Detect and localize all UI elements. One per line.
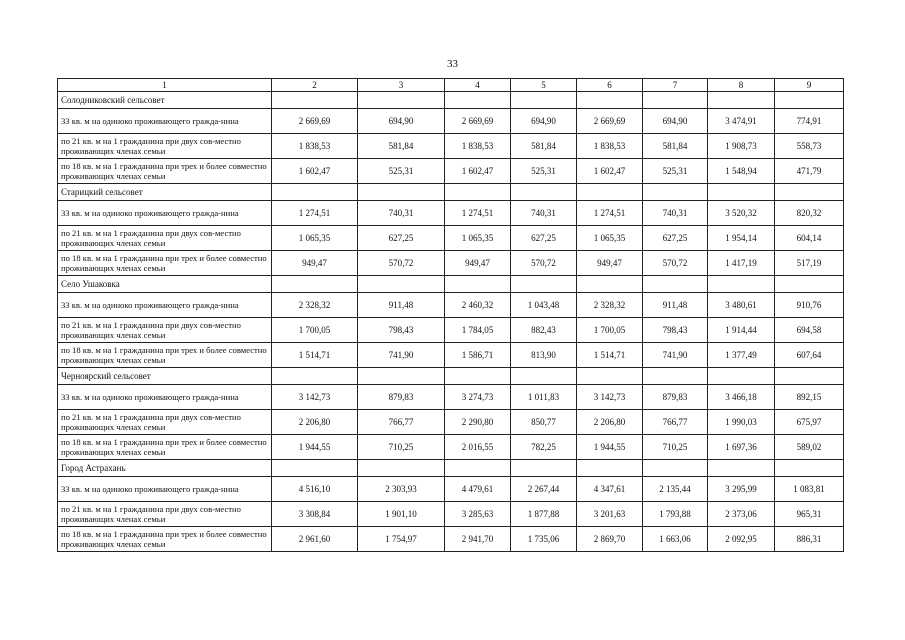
value-cell: 581,84: [511, 134, 577, 159]
value-cell: 3 295,99: [708, 477, 775, 502]
section-title: Старицкий сельсовет: [58, 184, 272, 201]
value-cell: 2 206,80: [272, 410, 358, 435]
row-label: по 21 кв. м на 1 гражданина при двух сов-местно проживающих членах семьи: [58, 410, 272, 435]
table-row: [58, 109, 844, 134]
value-cell: 949,47: [445, 251, 511, 276]
value-cell: 2 373,06: [708, 502, 775, 527]
value-cell: 1 065,35: [445, 226, 511, 251]
value-cell: 2 669,69: [272, 109, 358, 134]
value-cell: 675,97: [775, 410, 844, 435]
value-cell: 766,77: [358, 410, 445, 435]
value-cell: 1 838,53: [577, 134, 643, 159]
value-cell: 694,90: [643, 109, 708, 134]
value-cell: 627,25: [358, 226, 445, 251]
value-cell: 3 466,18: [708, 385, 775, 410]
value-cell: 1 793,88: [643, 502, 708, 527]
value-cell: 2 941,70: [445, 527, 511, 552]
table-row: [58, 502, 844, 527]
row-label: по 21 кв. м на 1 гражданина при двух сов-местно проживающих членах семьи: [58, 134, 272, 159]
empty-cell: [358, 184, 445, 201]
empty-cell: [643, 368, 708, 385]
column-header: 7: [643, 79, 708, 92]
value-cell: 965,31: [775, 502, 844, 527]
value-cell: 471,79: [775, 159, 844, 184]
row-label: по 21 кв. м на 1 гражданина при двух сов-местно проживающих членах семьи: [58, 226, 272, 251]
value-cell: 1 602,47: [445, 159, 511, 184]
value-cell: 1 065,35: [577, 226, 643, 251]
value-cell: 1 838,53: [445, 134, 511, 159]
row-label: 33 кв. м на одиноко проживающего гражда-нина: [58, 477, 272, 502]
value-cell: 1 548,94: [708, 159, 775, 184]
empty-cell: [511, 92, 577, 109]
empty-cell: [577, 276, 643, 293]
value-cell: 1 990,03: [708, 410, 775, 435]
value-cell: 3 285,63: [445, 502, 511, 527]
value-cell: 774,91: [775, 109, 844, 134]
value-cell: 2 328,32: [272, 293, 358, 318]
column-header: 8: [708, 79, 775, 92]
value-cell: 2 328,32: [577, 293, 643, 318]
table-row: [58, 385, 844, 410]
value-cell: 525,31: [511, 159, 577, 184]
value-cell: 949,47: [272, 251, 358, 276]
value-cell: 2 869,70: [577, 527, 643, 552]
value-cell: 1 417,19: [708, 251, 775, 276]
table-row: [58, 477, 844, 502]
value-cell: 2 206,80: [577, 410, 643, 435]
value-cell: 1 700,05: [272, 318, 358, 343]
value-cell: 525,31: [643, 159, 708, 184]
column-header: 6: [577, 79, 643, 92]
value-cell: 813,90: [511, 343, 577, 368]
value-cell: 3 274,73: [445, 385, 511, 410]
value-cell: 892,15: [775, 385, 844, 410]
table-row: [58, 226, 844, 251]
empty-cell: [358, 460, 445, 477]
empty-cell: [445, 276, 511, 293]
empty-cell: [775, 460, 844, 477]
row-label: по 21 кв. м на 1 гражданина при двух сов-местно проживающих членах семьи: [58, 502, 272, 527]
value-cell: 1 274,51: [272, 201, 358, 226]
value-cell: 2 961,60: [272, 527, 358, 552]
empty-cell: [775, 368, 844, 385]
section-title: Солодниковский сельсовет: [58, 92, 272, 109]
value-cell: 3 520,32: [708, 201, 775, 226]
empty-cell: [272, 368, 358, 385]
value-cell: 627,25: [511, 226, 577, 251]
empty-cell: [272, 92, 358, 109]
value-cell: 4 516,10: [272, 477, 358, 502]
empty-cell: [511, 460, 577, 477]
value-cell: 1 514,71: [272, 343, 358, 368]
value-cell: 570,72: [511, 251, 577, 276]
table-row: [58, 410, 844, 435]
empty-cell: [708, 92, 775, 109]
value-cell: 1 377,49: [708, 343, 775, 368]
column-number-header-row: [58, 79, 844, 92]
value-cell: 607,64: [775, 343, 844, 368]
section-header-row: [58, 184, 844, 201]
value-cell: 1 954,14: [708, 226, 775, 251]
value-cell: 882,43: [511, 318, 577, 343]
section-header-row: [58, 368, 844, 385]
value-cell: 581,84: [643, 134, 708, 159]
value-cell: 3 201,63: [577, 502, 643, 527]
empty-cell: [577, 184, 643, 201]
value-cell: 2 290,80: [445, 410, 511, 435]
value-cell: 886,31: [775, 527, 844, 552]
value-cell: 1 274,51: [445, 201, 511, 226]
value-cell: 741,90: [358, 343, 445, 368]
column-header: 9: [775, 79, 844, 92]
value-cell: 1 877,88: [511, 502, 577, 527]
value-cell: 740,31: [643, 201, 708, 226]
value-cell: 879,83: [358, 385, 445, 410]
value-cell: 2 016,55: [445, 435, 511, 460]
empty-cell: [708, 460, 775, 477]
empty-cell: [511, 276, 577, 293]
row-label: 33 кв. м на одиноко проживающего гражда-нина: [58, 385, 272, 410]
value-cell: 1 602,47: [272, 159, 358, 184]
page-number: 33: [447, 58, 458, 70]
housing-cost-table: [57, 78, 844, 552]
table-row: [58, 435, 844, 460]
section-title: Черноярский сельсовет: [58, 368, 272, 385]
value-cell: 740,31: [511, 201, 577, 226]
value-cell: 1 602,47: [577, 159, 643, 184]
table-row: [58, 251, 844, 276]
section-title: Город Астрахань: [58, 460, 272, 477]
row-label: 33 кв. м на одиноко проживающего гражда-нина: [58, 201, 272, 226]
table-row: [58, 201, 844, 226]
value-cell: 1 901,10: [358, 502, 445, 527]
value-cell: 517,19: [775, 251, 844, 276]
value-cell: 850,77: [511, 410, 577, 435]
value-cell: 1 663,06: [643, 527, 708, 552]
empty-cell: [708, 368, 775, 385]
row-label: 33 кв. м на одиноко проживающего гражда-нина: [58, 293, 272, 318]
empty-cell: [577, 92, 643, 109]
value-cell: 1 838,53: [272, 134, 358, 159]
empty-cell: [445, 368, 511, 385]
value-cell: 3 474,91: [708, 109, 775, 134]
row-label: по 18 кв. м на 1 гражданина при трех и более совместно проживающих членах семьи: [58, 527, 272, 552]
value-cell: 581,84: [358, 134, 445, 159]
empty-cell: [445, 92, 511, 109]
value-cell: 782,25: [511, 435, 577, 460]
value-cell: 2 303,93: [358, 477, 445, 502]
empty-cell: [643, 276, 708, 293]
value-cell: 1 697,36: [708, 435, 775, 460]
value-cell: 879,83: [643, 385, 708, 410]
empty-cell: [708, 276, 775, 293]
empty-cell: [358, 92, 445, 109]
value-cell: 798,43: [358, 318, 445, 343]
column-header: 5: [511, 79, 577, 92]
table-row: [58, 527, 844, 552]
value-cell: 1 700,05: [577, 318, 643, 343]
empty-cell: [775, 184, 844, 201]
value-cell: 3 142,73: [577, 385, 643, 410]
empty-cell: [775, 92, 844, 109]
column-header: 3: [358, 79, 445, 92]
value-cell: 1 914,44: [708, 318, 775, 343]
empty-cell: [445, 184, 511, 201]
row-label: по 21 кв. м на 1 гражданина при двух сов-местно проживающих членах семьи: [58, 318, 272, 343]
empty-cell: [775, 276, 844, 293]
empty-cell: [358, 276, 445, 293]
value-cell: 710,25: [643, 435, 708, 460]
value-cell: 1 514,71: [577, 343, 643, 368]
table-row: [58, 293, 844, 318]
column-header: 1: [58, 79, 272, 92]
value-cell: 741,90: [643, 343, 708, 368]
value-cell: 2 669,69: [445, 109, 511, 134]
value-cell: 4 347,61: [577, 477, 643, 502]
empty-cell: [511, 368, 577, 385]
value-cell: 694,90: [511, 109, 577, 134]
value-cell: 1 586,71: [445, 343, 511, 368]
value-cell: 1 735,06: [511, 527, 577, 552]
row-label: 33 кв. м на одиноко проживающего гражда-нина: [58, 109, 272, 134]
value-cell: 570,72: [358, 251, 445, 276]
value-cell: 911,48: [358, 293, 445, 318]
table-row: [58, 343, 844, 368]
value-cell: 1 011,83: [511, 385, 577, 410]
row-label: по 18 кв. м на 1 гражданина при трех и более совместно проживающих членах семьи: [58, 251, 272, 276]
value-cell: 694,58: [775, 318, 844, 343]
value-cell: 910,76: [775, 293, 844, 318]
value-cell: 604,14: [775, 226, 844, 251]
value-cell: 710,25: [358, 435, 445, 460]
value-cell: 1 944,55: [577, 435, 643, 460]
empty-cell: [577, 460, 643, 477]
empty-cell: [445, 460, 511, 477]
value-cell: 1 784,05: [445, 318, 511, 343]
empty-cell: [358, 368, 445, 385]
value-cell: 2 135,44: [643, 477, 708, 502]
empty-cell: [643, 184, 708, 201]
value-cell: 1 083,81: [775, 477, 844, 502]
value-cell: 3 480,61: [708, 293, 775, 318]
column-header: 2: [272, 79, 358, 92]
section-header-row: [58, 276, 844, 293]
value-cell: 911,48: [643, 293, 708, 318]
row-label: по 18 кв. м на 1 гражданина при трех и более совместно проживающих членах семьи: [58, 435, 272, 460]
empty-cell: [577, 368, 643, 385]
value-cell: 1 908,73: [708, 134, 775, 159]
value-cell: 820,32: [775, 201, 844, 226]
section-header-row: [58, 92, 844, 109]
value-cell: 1 043,48: [511, 293, 577, 318]
column-header: 4: [445, 79, 511, 92]
empty-cell: [272, 276, 358, 293]
table-row: [58, 318, 844, 343]
empty-cell: [272, 460, 358, 477]
value-cell: 949,47: [577, 251, 643, 276]
empty-cell: [643, 92, 708, 109]
value-cell: 694,90: [358, 109, 445, 134]
value-cell: 740,31: [358, 201, 445, 226]
empty-cell: [272, 184, 358, 201]
value-cell: 798,43: [643, 318, 708, 343]
value-cell: 525,31: [358, 159, 445, 184]
section-header-row: [58, 460, 844, 477]
value-cell: 4 479,61: [445, 477, 511, 502]
value-cell: 1 274,51: [577, 201, 643, 226]
value-cell: 2 669,69: [577, 109, 643, 134]
value-cell: 570,72: [643, 251, 708, 276]
value-cell: 1 944,55: [272, 435, 358, 460]
value-cell: 2 092,95: [708, 527, 775, 552]
row-label: по 18 кв. м на 1 гражданина при трех и более совместно проживающих членах семьи: [58, 159, 272, 184]
empty-cell: [643, 460, 708, 477]
empty-cell: [511, 184, 577, 201]
empty-cell: [708, 184, 775, 201]
value-cell: 627,25: [643, 226, 708, 251]
value-cell: 766,77: [643, 410, 708, 435]
section-title: Село Ушаковка: [58, 276, 272, 293]
value-cell: 2 267,44: [511, 477, 577, 502]
value-cell: 2 460,32: [445, 293, 511, 318]
value-cell: 589,02: [775, 435, 844, 460]
value-cell: 3 308,84: [272, 502, 358, 527]
value-cell: 1 065,35: [272, 226, 358, 251]
value-cell: 3 142,73: [272, 385, 358, 410]
value-cell: 1 754,97: [358, 527, 445, 552]
row-label: по 18 кв. м на 1 гражданина при трех и более совместно проживающих членах семьи: [58, 343, 272, 368]
value-cell: 558,73: [775, 134, 844, 159]
table-row: [58, 159, 844, 184]
table-row: [58, 134, 844, 159]
